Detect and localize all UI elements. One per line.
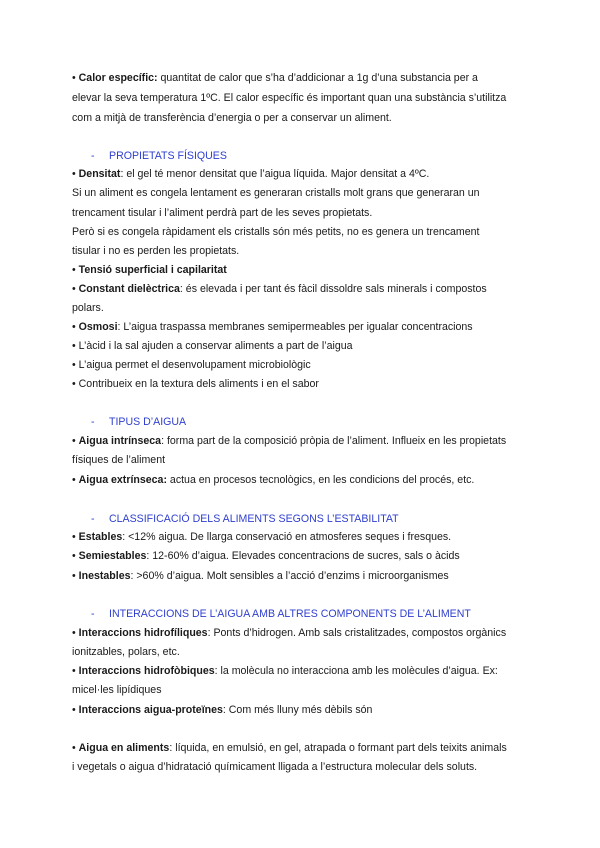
proteines-term: Interaccions aigua-proteïnes: [78, 704, 223, 716]
heading-classificacio: - CLASSIFICACIÓ DELS ALIMENTS SEGONS L’ESTABILITAT: [91, 513, 399, 525]
para-line-2: trencament tisular i l’aliment perdrà part de les seves propietats.: [72, 207, 373, 219]
estables-term: Estables: [78, 531, 123, 543]
inestables-term: Inestables: [78, 570, 131, 582]
heading-interaccions: - INTERACCIONS DE L’AIGUA AMB ALTRES COMPONENTS DE L’ALIMENT: [91, 608, 471, 620]
para-line-1: Si un aliment es congela lentament es generaran cristalls molt grans que generaran un: [72, 187, 480, 199]
hidrofiliques-term: Interaccions hidrofíliques: [78, 627, 208, 639]
semiestables-line: • Semiestables: 12-60% d’aigua. Elevades concentracions de sucres, sals o àcids: [72, 550, 460, 562]
para-line-4: tisular i no es perden les propietats.: [72, 245, 240, 257]
constant-term: Constant dielèctrica: [78, 283, 180, 295]
intrinseca-line-2: físiques de l’aliment: [72, 454, 166, 466]
bullet-acid: • L’àcid i la sal ajuden a conservar aliments a part de l’aigua: [72, 340, 353, 352]
calor-term: Calor específic:: [78, 72, 158, 84]
aigua-aliments-line-2: i vegetals o aigua d’hidratació químicament lligada a l’estructura molecular dels soluts.: [72, 761, 478, 773]
calor-line-3: com a mitjà de transferència d’energia o per a conservar un aliment.: [72, 112, 392, 124]
hidrofiliques-line-2: ionitzables, polars, etc.: [72, 646, 180, 658]
para-line-3: Però si es congela ràpidament els cristalls són més petits, no es genera un trencament: [72, 226, 480, 238]
intrinseca-line-1: • Aigua intrínseca: forma part de la composició pròpia de l’aliment. Influeix en les propietats: [72, 435, 507, 447]
semiestables-term: Semiestables: [78, 550, 147, 562]
constant-line-2: polars.: [72, 302, 104, 314]
calor-line-1: • Calor específic: quantitat de calor que s’ha d’addicionar a 1g d’una substancia per a: [72, 72, 478, 84]
tensio-line: • Tensió superficial i capilaritat: [72, 264, 227, 276]
proteines-line: • Interaccions aigua-proteïnes: Com més lluny més dèbils són: [72, 704, 373, 716]
inestables-line: • Inestables: >60% d’aigua. Molt sensibles a l’acció d’enzims i microorganismes: [72, 570, 449, 582]
intrinseca-term: Aigua intrínseca: [78, 435, 162, 447]
extrinseca-term: Aigua extrínseca:: [78, 474, 167, 486]
osmosi-term: Osmosi: [78, 321, 118, 333]
hidrofobiques-term: Interaccions hidrofòbiques: [78, 665, 215, 677]
aigua-aliments-line-1: • Aigua en aliments: líquida, en emulsió, en gel, atrapada o formant part dels teixits animals: [72, 742, 507, 754]
tensio-term: Tensió superficial i capilaritat: [78, 264, 227, 276]
densitat-line: • Densitat: el gel té menor densitat que l’aigua líquida. Major densitat a 4ºC.: [72, 168, 430, 180]
estables-line: • Estables: <12% aigua. De llarga conservació en atmosferes seques i fresques.: [72, 531, 452, 543]
calor-line-2: elevar la seva temperatura 1ºC. El calor específic és important quan una substància s’utilitza: [72, 92, 507, 104]
bullet-textura: • Contribueix en la textura dels aliments i en el sabor: [72, 378, 319, 390]
constant-line-1: • Constant dielèctrica: és elevada i per tant és fàcil dissoldre sals minerals i compostos: [72, 283, 487, 295]
heading-tipus-aigua: - TIPUS D’AIGUA: [91, 416, 187, 428]
hidrofobiques-line-2: micel·les lipídiques: [72, 684, 162, 696]
heading-propietats-fisiques: - PROPIETATS FÍSIQUES: [91, 150, 227, 162]
bullet-microbiologic: • L’aigua permet el desenvolupament microbiològic: [72, 359, 311, 371]
osmosi-line: • Osmosi: L’aigua traspassa membranes semipermeables per igualar concentracions: [72, 321, 473, 333]
hidrofiliques-line-1: • Interaccions hidrofíliques: Ponts d’hidrogen. Amb sals cristalitzades, compostos orgànics: [72, 627, 507, 639]
aigua-aliments-term: Aigua en aliments: [78, 742, 170, 754]
densitat-term: Densitat: [78, 168, 121, 180]
extrinseca-line: • Aigua extrínseca: actua en procesos tecnològics, en les condicions del procés, etc.: [72, 474, 475, 486]
hidrofobiques-line-1: • Interaccions hidrofòbiques: la molècula no interacciona amb les molècules d’aigua. Ex:: [72, 665, 498, 677]
